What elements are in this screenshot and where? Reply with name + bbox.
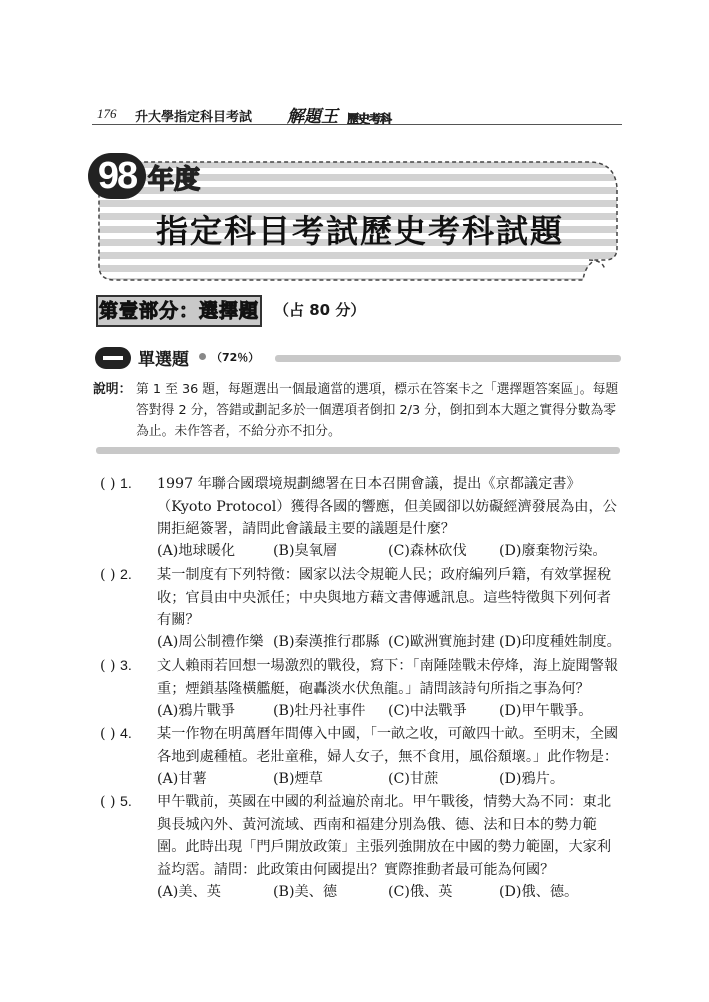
part-points: （占 80 分） — [274, 301, 366, 319]
question-number: 2. — [120, 567, 132, 583]
option-c: (C)俄、英 — [388, 884, 453, 900]
option-c: (C)甘蔗 — [388, 771, 439, 787]
option-c: (C)森林砍伐 — [388, 543, 467, 559]
question-stem: 1997 年聯合國環境規劃總署在日本召開會議，提出《京都議定書》（Kyoto Protocol）獲得各國的響應，但美國卻以妨礙經濟發展為由，公開拒絕簽署，請問此會議最主要的議題是什麼？ — [157, 476, 617, 537]
option-b: (B)臭氧層 — [273, 543, 338, 559]
year-number: 98 — [88, 153, 146, 199]
question-stem: 甲午戰前，英國在中國的利益遍於南北。甲午戰後，情勢大為不同：東北與長城內外、黃河流域、西南和福建分別為俄、德、法和日本的勢力範圍。此時出現「門戶開放政策」主張列強開放在中國的勢力範圍，大家利益均霑。請問：此政策由何國提出？實際推動者最可能為何國？ — [157, 794, 612, 878]
answer-blank: ( ) — [100, 794, 116, 810]
answer-blank: ( ) — [100, 658, 116, 674]
header-rule — [92, 124, 622, 125]
page-number: 176 — [97, 106, 117, 121]
instructions-label: 說明： — [93, 382, 132, 397]
answer-blank: ( ) — [100, 476, 116, 492]
question-stem: 某一制度有下列特徵：國家以法令規範人民；政府編列戶籍，有效掌握稅收；官員由中央派任；中央與地方藉文書傳遞訊息。這些特徵與下列何者有關？ — [157, 567, 612, 628]
instructions-text: 第 1 至 36 題，每題選出一個最適當的選項，標示在答案卡之「選擇題答案區」。每題答對得 2 分，答錯或劃記多於一個選項者倒扣 2/3 分，倒扣到本大題之實得分數為零為止。未作答者，不給分亦不扣分。 — [136, 382, 619, 439]
option-a: (A)甘薯 — [157, 771, 207, 787]
question-stem: 文人賴雨若回想一場激烈的戰役，寫下：「南陲陸戰未停烽，海上旋聞警報重；煙鎖基隆橫艦艇，砲轟淡水伏魚龍。」請問該詩句所指之事為何？ — [157, 658, 619, 697]
section-number-one-glyph — [103, 356, 123, 360]
option-d: (D)印度種姓制度。 — [499, 634, 621, 650]
book-title: 升大學指定科目考試 — [135, 110, 253, 125]
section-label: 單選題 — [138, 350, 189, 370]
option-d: (D)甲午戰爭。 — [499, 703, 593, 719]
subject-label: 歷史考科 — [347, 112, 392, 126]
option-b: (B)秦漢推行郡縣 — [273, 634, 380, 650]
option-d: (D)俄、德。 — [499, 884, 579, 900]
option-c: (C)歐洲實施封建 — [388, 634, 496, 650]
option-b: (B)煙草 — [273, 771, 323, 787]
section-heading — [95, 343, 621, 373]
answer-blank: ( ) — [100, 567, 116, 583]
section-rule — [275, 355, 621, 362]
brand-name: 解題王 — [287, 107, 338, 127]
year-suffix: 年度 — [148, 165, 201, 195]
option-a: (A)周公制禮作樂 — [157, 634, 264, 650]
bullet-dot-icon — [199, 353, 206, 360]
option-b: (B)美、德 — [273, 884, 338, 900]
option-d: (D)廢棄物污染。 — [499, 543, 607, 559]
option-b: (B)牡丹社事件 — [273, 703, 366, 719]
question-number: 3. — [120, 658, 132, 674]
answer-blank: ( ) — [100, 726, 116, 742]
part-label: 第壹部分：選擇題 — [96, 295, 262, 327]
option-c: (C)中法戰爭 — [388, 703, 467, 719]
section-percent: （72％） — [211, 351, 260, 364]
option-a: (A)鴉片戰爭 — [157, 703, 236, 719]
question-number: 1. — [120, 476, 132, 492]
question-stem: 某一作物在明萬曆年間傳入中國，「一畝之收，可敵四十畝。至明末，全國各地到處種植。老壯童稚，婦人女子，無不食用，風俗頹壞。」此作物是： — [157, 726, 619, 765]
question-number: 5. — [120, 794, 132, 810]
exam-title: 指定科目考試歷史考科試題 — [155, 212, 564, 250]
question-number: 4. — [120, 726, 132, 742]
option-d: (D)鴉片。 — [499, 771, 565, 787]
option-a: (A)美、英 — [157, 884, 221, 900]
option-a: (A)地球暖化 — [157, 543, 236, 559]
instructions-rule — [96, 447, 620, 454]
